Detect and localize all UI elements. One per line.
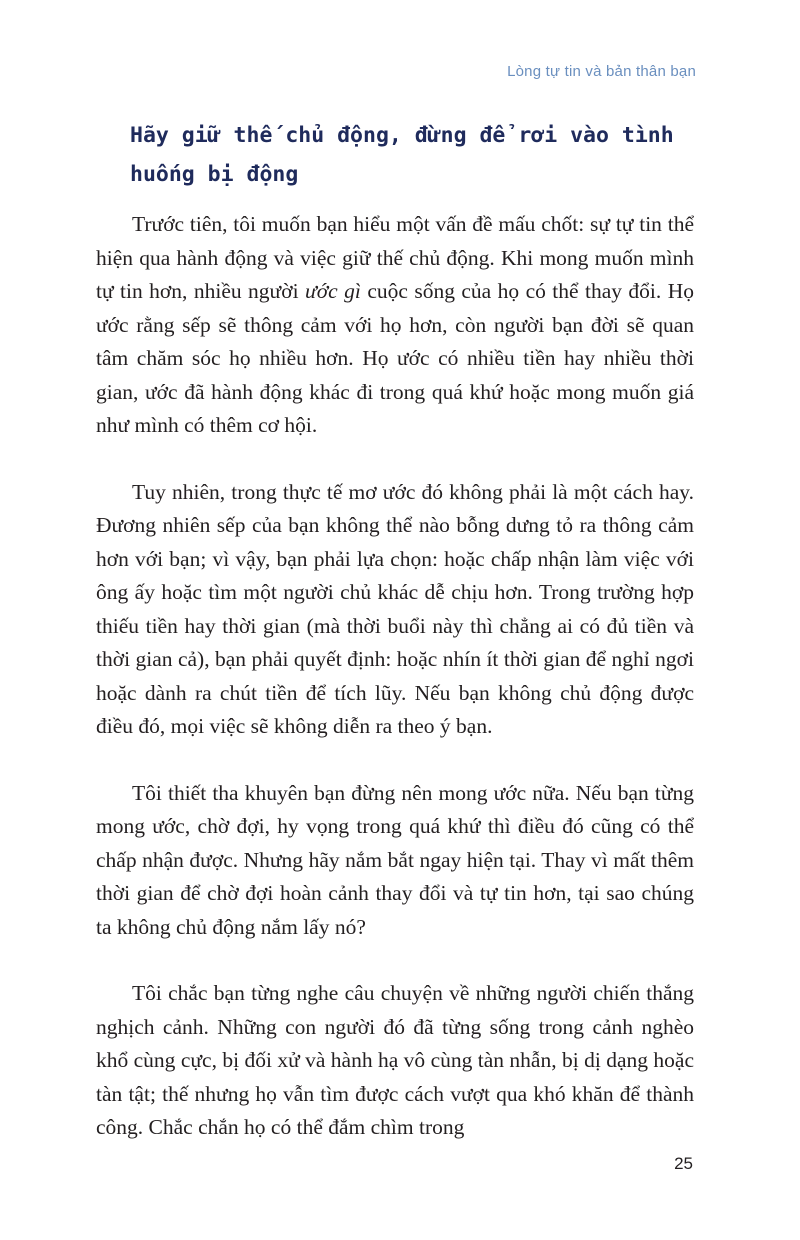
- paragraph-4: Tôi chắc bạn từng nghe câu chuyện về những người chiến thắng nghịch cảnh. Những con người đó đã từng sống trong cảnh nghèo khổ cùng cực, bị đối xử và hành hạ vô cùng tàn nhẫn, bị dị dạng hoặc tàn tật; thế nhưng họ vẫn tìm được cách vượt qua khó khăn để thành công. Chắc chắn họ có thể đắm chìm trong: [96, 981, 694, 1139]
- body-text: [96, 208, 694, 1145]
- paragraph-1-end: cuộc sống của họ có thể thay đổi. Họ ước rằng sếp sẽ thông cảm với họ hơn, còn người bạn đời sẽ quan tâm chăm sóc họ nhiều hơn. Họ ước có nhiều tiền hay nhiều thời gian, ước đã hành động khác đi trong quá khứ hoặc mong muốn giá như mình có thêm cơ hội.: [96, 279, 694, 437]
- page-number: 25: [674, 1154, 693, 1173]
- paragraph-2: Tuy nhiên, trong thực tế mơ ước đó không phải là một cách hay. Đương nhiên sếp của bạn không thể nào bỗng dưng tỏ ra thông cảm hơn với bạn; vì vậy, bạn phải lựa chọn: hoặc chấp nhận làm việc với ông ấy hoặc tìm một người chủ khác dễ chịu hơn. Trong trường hợp thiếu tiền hay thời gian (mà thời buổi này thì chẳng ai có đủ tiền và thời gian cả), bạn phải quyết định: hoặc nhín ít thời gian để nghỉ ngơi hoặc dành ra chút tiền để tích lũy. Nếu bạn không chủ động được điều đó, mọi việc sẽ không diễn ra theo ý bạn.: [96, 479, 694, 738]
- section-heading: Hãy giữ thế chủ động, đừng để rơi vào tình huống bị động: [130, 123, 674, 187]
- paragraph-1-emphasis: ước gì: [304, 279, 361, 303]
- running-header: Lòng tự tin và bản thân bạn: [507, 63, 696, 80]
- paragraph-1-start: Trước tiên, tôi muốn bạn hiểu một vấn đề mấu chốt: sự tự tin thể hiện qua hành động và việc giữ thế chủ động. Khi mong muốn mình tự tin hơn, nhiều người: [96, 212, 694, 303]
- paragraph-3: Tôi thiết tha khuyên bạn đừng nên mong ước nữa. Nếu bạn từng mong ước, chờ đợi, hy vọng trong quá khứ thì điều đó cũng có thể chấp nhận được. Nhưng hãy nắm bắt ngay hiện tại. Thay vì mất thêm thời gian để chờ đợi hoàn cảnh thay đổi và tự tin hơn, tại sao chúng ta không chủ động nắm lấy nó?: [96, 780, 694, 939]
- paragraph-1: [96, 208, 694, 443]
